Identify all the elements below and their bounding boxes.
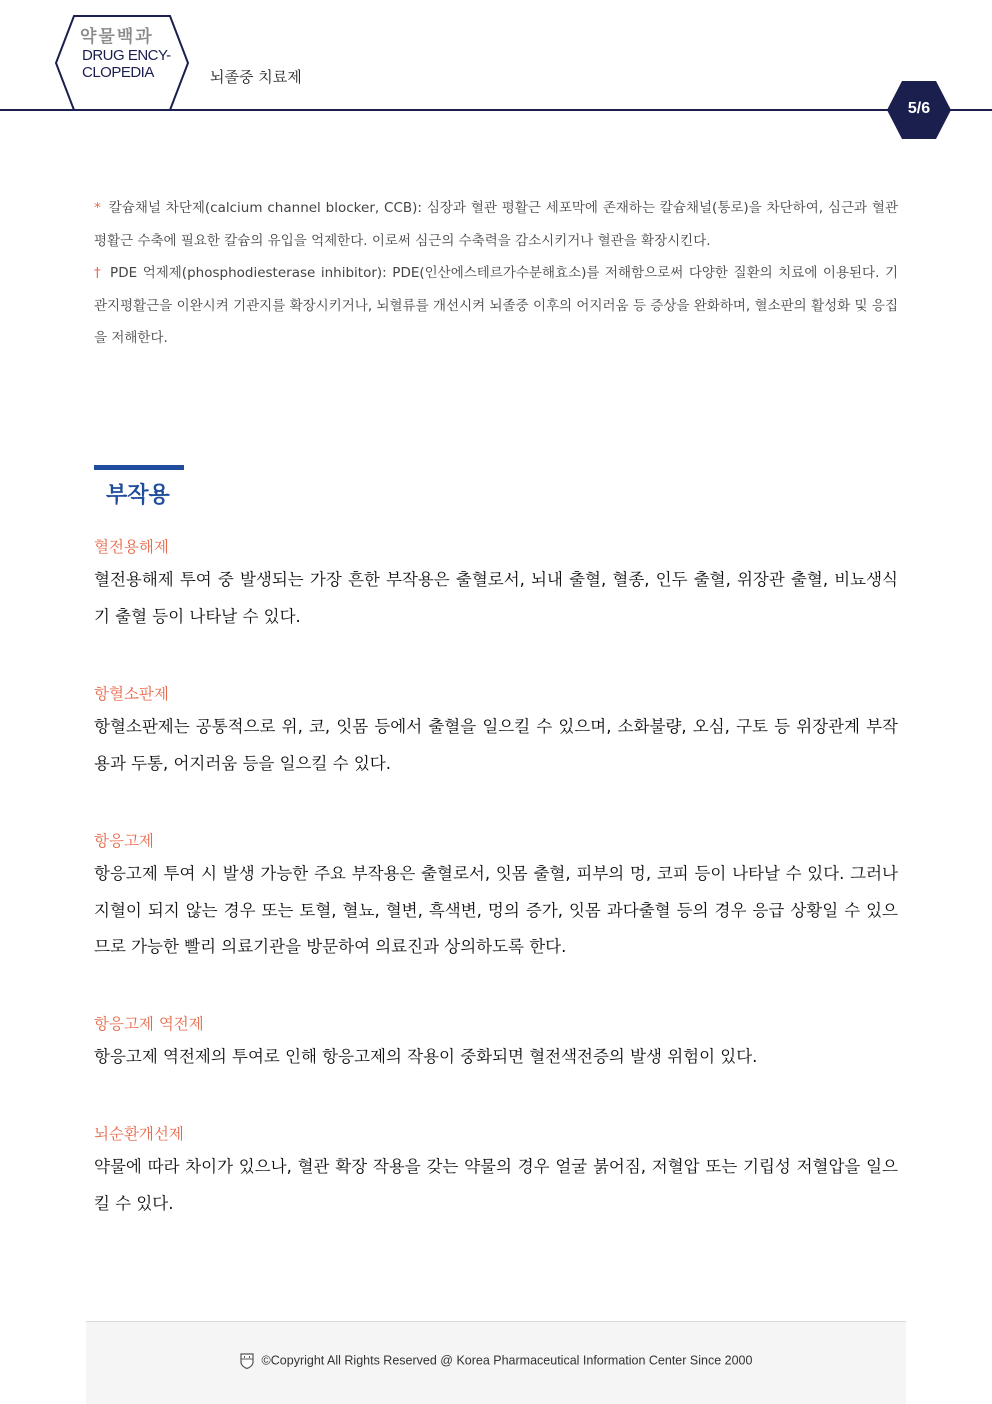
entry-thrombolytic	[94, 532, 898, 635]
entry-reversal-agent	[94, 1009, 898, 1076]
page-number: 5/6	[907, 100, 931, 117]
logo	[74, 22, 174, 81]
logo-korean: 약물백과	[80, 27, 154, 47]
entry-cerebral-circulation	[94, 1119, 898, 1222]
footnotes	[94, 192, 898, 355]
entry-heading: 혈전용해제	[94, 538, 169, 556]
entry-body: 약물에 따라 차이가 있으나, 혈관 확장 작용을 갖는 약물의 경우 얼굴 붉어짐, 저혈압 또는 기립성 저혈압을 일으킬 수 있다.	[94, 1157, 898, 1213]
entry-heading: 뇌순환개선제	[94, 1125, 184, 1143]
entry-antiplatelet	[94, 679, 898, 782]
footnote-text: 칼슘채널 차단제(calcium channel blocker, CCB): 심장과 혈관 평활근 세포막에 존재하는 칼슘채널(통로)을 차단하여, 심근과 혈관 평활근 수축에 필요한 칼슘의 유입을 억제한다. 이로써 심근의 수축력을 감소시키거나 혈관을 확장시킨다.	[94, 200, 898, 249]
entry-heading: 항혈소판제	[94, 685, 169, 703]
section-title: 부작용	[106, 483, 170, 508]
dagger-mark: †	[94, 265, 103, 281]
section-accent-bar	[94, 465, 184, 470]
entry-body: 혈전용해제 투여 중 발생되는 가장 흔한 부작용은 출혈로서, 뇌내 출혈, 혈종, 인두 출혈, 위장관 출혈, 비뇨생식기 출혈 등이 나타날 수 있다.	[94, 570, 898, 626]
page-header	[0, 0, 992, 150]
logo-english-line2: CLOPEDIA	[82, 64, 154, 81]
entry-anticoagulant	[94, 826, 898, 966]
page-footer	[86, 1321, 906, 1404]
entry-heading: 항응고제	[94, 832, 154, 850]
copyright-text: ©Copyright All Rights Reserved @ Korea Pharmaceutical Information Center Since 2000	[261, 1353, 753, 1368]
entry-body: 항혈소판제는 공통적으로 위, 코, 잇몸 등에서 출혈을 일으킬 수 있으며, 소화불량, 오심, 구토 등 위장관계 부작용과 두통, 어지러움 등을 일으킬 수 있다.	[94, 717, 898, 773]
footnote-pde	[94, 257, 898, 355]
asterisk-mark: *	[94, 200, 101, 216]
entry-heading: 항응고제 역전제	[94, 1015, 204, 1033]
logo-english-line1: DRUG ENCY-	[82, 47, 171, 64]
footnote-ccb	[94, 192, 898, 257]
entry-body: 항응고제 투여 시 발생 가능한 주요 부작용은 출혈로서, 잇몸 출혈, 피부의 멍, 코피 등이 나타날 수 있다. 그러나 지혈이 되지 않는 경우 또는 토혈, 혈뇨, 혈변, 흑색변, 멍의 증가, 잇몸 과다출혈 등의 경우 응급 상황일 수 있으므로 가능한 빨리 의료기관을 방문하여 의료진과 상의하도록 한다.	[94, 864, 898, 956]
entry-body: 항응고제 역전제의 투여로 인해 항응고제의 작용이 중화되면 혈전색전증의 발생 위험이 있다.	[94, 1047, 758, 1066]
shield-icon	[240, 1353, 254, 1369]
footnote-text: PDE 억제제(phosphodiesterase inhibitor): PDE(인산에스테르가수분해효소)를 저해함으로써 다양한 질환의 치료에 이용된다. 기관지평활근을 이완시켜 기관지를 확장시키거나, 뇌혈류를 개선시켜 뇌졸중 이후의 어지러움 등 증상을 완화하며, 혈소판의 활성화 및 응집을 저해한다.	[94, 265, 899, 346]
document-title: 뇌졸중 치료제	[210, 68, 302, 86]
